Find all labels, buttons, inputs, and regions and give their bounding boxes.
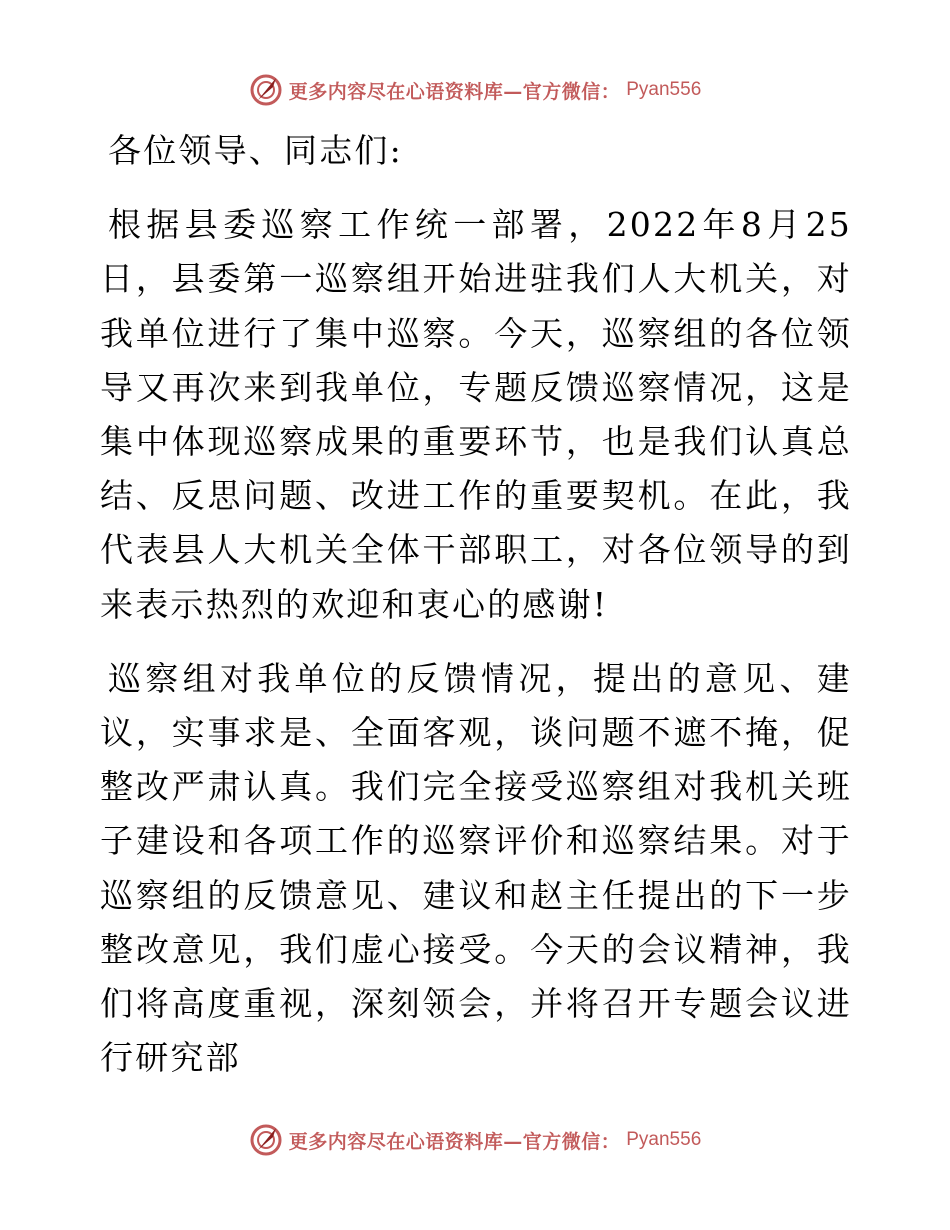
watermark-id: Pyan556 xyxy=(626,79,702,100)
quill-logo-icon xyxy=(249,73,283,107)
greeting: 各位领导、同志们: xyxy=(108,131,403,170)
footer-watermark xyxy=(0,1120,950,1160)
document-body xyxy=(100,124,852,1085)
watermark-text: 更多内容尽在心语资料库—官方微信： xyxy=(288,80,621,103)
quill-logo-icon xyxy=(249,1123,283,1157)
watermark-text: 更多内容尽在心语资料库—官方微信： xyxy=(288,1130,621,1153)
paragraph-2: 巡察组对我单位的反馈情况，提出的意见、建议，实事求是、全面客观，谈问题不遮不掩，促整改严肃认真。我们完全接受巡察组对我机关班子建设和各项工作的巡察评价和巡察结果。对于巡察组的反馈意见、建议和赵主任提出的下一步整改意见，我们虚心接受。今天的会议精神，我们将高度重视，深刻领会，并将召开专题会议进行研究部 xyxy=(100,658,852,1078)
header-watermark xyxy=(0,70,950,110)
watermark-id: Pyan556 xyxy=(626,1129,702,1150)
paragraph-1: 根据县委巡察工作统一部署，2022年8月25日，县委第一巡察组开始进驻我们人大机关，对我单位进行了集中巡察。今天，巡察组的各位领导又再次来到我单位，专题反馈巡察情况，这是集中体现巡察成果的重要环节，也是我们认真总结、反思问题、改进工作的重要契机。在此，我代表县人大机关全体干部职工，对各位领导的到来表示热烈的欢迎和衷心的感谢! xyxy=(100,205,852,624)
